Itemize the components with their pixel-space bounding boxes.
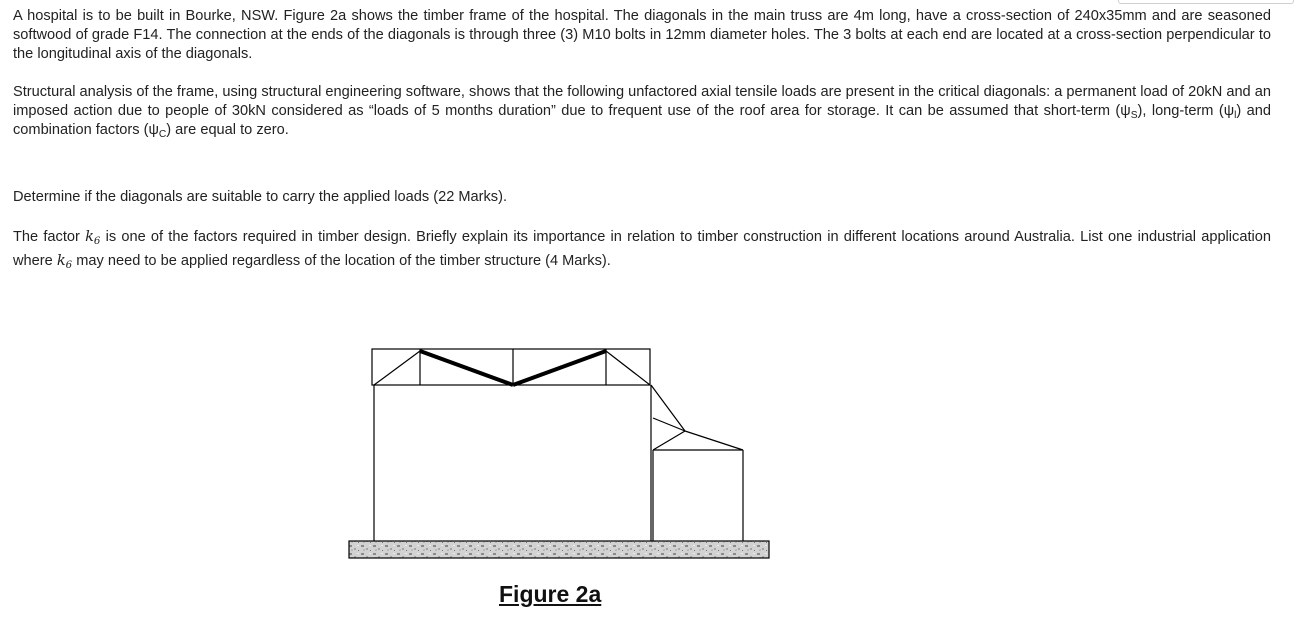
critical-diagonal-left: [420, 351, 513, 385]
loads-text-tail: ) are equal to zero.: [166, 122, 289, 138]
k6-text-part1: The factor: [13, 229, 86, 245]
psi-symbol: ψ: [148, 122, 159, 138]
loads-text-mid2: ) and combination factors (: [13, 103, 1271, 138]
figure-caption: Figure 2a: [499, 581, 602, 607]
brace-lower: [653, 431, 685, 450]
loads-text-lead: Structural analysis of the frame, using structural engineering software, shows that the following unfactored axial tensile loads are present in the critical diagonals: a permanent load of 20kN and an imposed action due to people of 30kN considered as “loads of 5 months duration” due to frequent use of the roof area for storage. It can be assumed that short-term (: [13, 84, 1271, 119]
question-paragraph-intro: A hospital is to be built in Bourke, NSW. Figure 2a shows the timber frame of the hospital. The diagonals in the main truss are 4m long, have a cross-section of 240x35mm and are seasoned softwood of grade F14. The connection at the ends of the diagonals is through three (3) M10 bolts in 12mm diameter holes. The 3 bolts at each end are located at a cross-section perpendicular to the longitudinal axis of the diagonals.: [13, 8, 1271, 62]
question-task: Determine if the diagonals are suitable to carry the applied loads (22 Marks).: [13, 189, 508, 205]
loads-text-mid1: ), long-term (: [1137, 103, 1224, 119]
main-truss-frame: [372, 349, 650, 385]
psi-subscript-l: l: [1234, 110, 1237, 121]
psi-symbol: ψ: [1223, 103, 1235, 119]
psi-symbol: ψ: [1120, 103, 1131, 119]
psi-subscript-s: S: [1130, 110, 1138, 121]
brace-to-annex: [685, 431, 743, 450]
truss-end-diagonal-right: [606, 351, 650, 385]
k6-symbol: $k_6$: [85, 228, 101, 247]
k6-symbol: $k_6$: [56, 252, 73, 271]
truss-end-diagonal-left: [374, 351, 420, 385]
critical-diagonal-right: [513, 351, 606, 385]
psi-subscript-c: C: [158, 129, 167, 140]
k6-text-part2: is one of the factors required in timber design. Briefly explain its importance in relation to timber construction in different locations around Australia. List one industrial application where: [13, 229, 1271, 269]
ground-base: [349, 541, 769, 558]
k6-text-part3: may need to be applied regardless of the location of the timber structure (4 Marks).: [72, 253, 611, 269]
